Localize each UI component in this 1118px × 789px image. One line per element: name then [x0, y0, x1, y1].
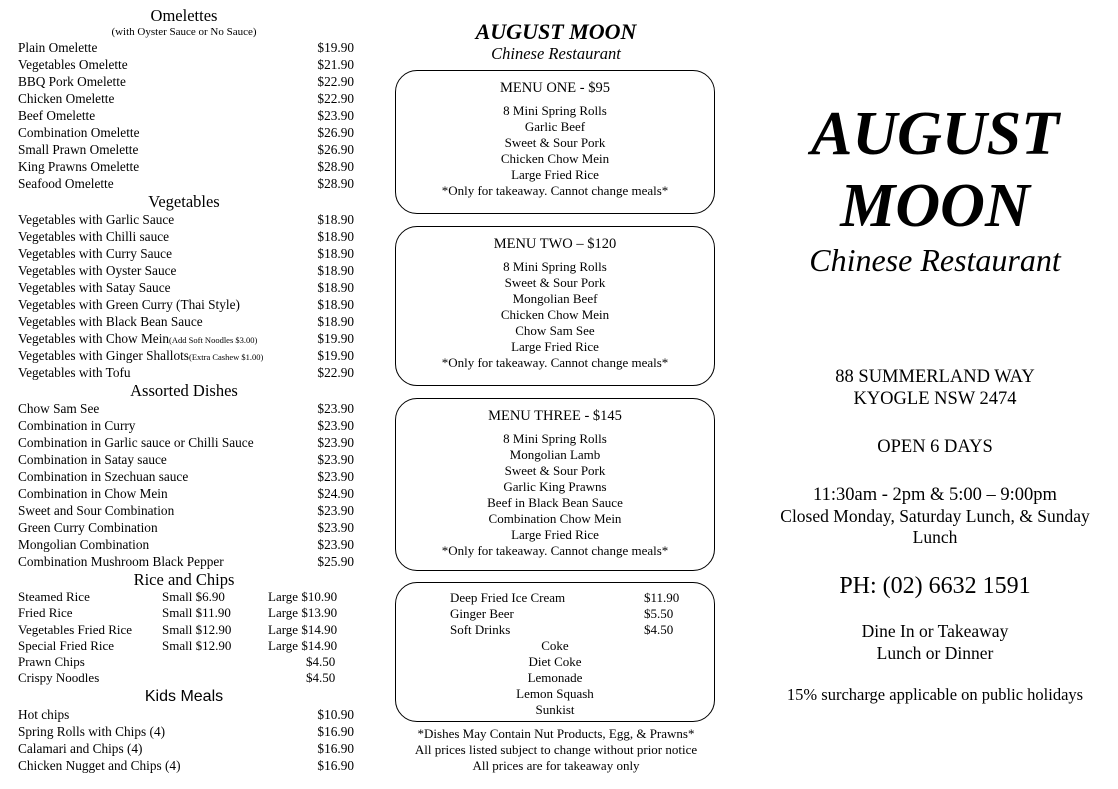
rice-item-row	[14, 654, 354, 670]
item-name	[14, 211, 310, 228]
set-menu-item: *Only for takeaway. Cannot change meals*	[441, 183, 669, 198]
item-price: $23.90	[317, 469, 354, 484]
item-name-text: Vegetables with Satay Sauce	[18, 280, 171, 295]
right-brand-sub: Chinese Restaurant	[809, 242, 1061, 278]
item-name	[14, 330, 310, 347]
rice-large-price: Large $13.90	[268, 605, 338, 621]
kids-list	[14, 706, 354, 774]
rice-large-price: Large $10.90	[268, 589, 338, 604]
item-name	[14, 90, 310, 107]
set-menu-item: 8 Mini Spring Rolls	[503, 431, 607, 446]
menu-item-row	[14, 211, 354, 228]
middle-brand: AUGUST MOON	[475, 19, 637, 44]
menu-item-row	[14, 245, 354, 262]
item-extra-note: (Add Soft Noodles $3.00)	[169, 335, 258, 345]
item-price: $21.90	[317, 57, 354, 72]
menu-item-row	[14, 228, 354, 245]
soft-drink-item: Coke	[541, 638, 569, 653]
item-price: $16.90	[317, 723, 354, 739]
item-name	[14, 175, 310, 192]
menu-item-row	[14, 107, 354, 124]
item-name	[14, 485, 310, 502]
item-name-text: King Prawns Omelette	[18, 159, 140, 174]
item-price: $23.90	[317, 108, 354, 123]
soft-drink-item: Sunkist	[535, 702, 575, 717]
menu-item-row	[14, 141, 354, 158]
item-name-text: Combination in Satay sauce	[18, 452, 167, 467]
item-name-text: Combination Mushroom Black Pepper	[18, 554, 224, 569]
item-name-text: Chow Sam See	[18, 401, 100, 416]
set-menu-title: MENU TWO – $120	[493, 236, 617, 252]
set-menu-item: Beef in Black Bean Sauce	[487, 495, 623, 510]
menu-item-row	[14, 451, 354, 468]
set-menu-item: Large Fried Rice	[511, 167, 599, 182]
set-menu-item: Combination Chow Mein	[488, 511, 622, 526]
item-name-text: Chicken Omelette	[18, 91, 115, 106]
item-name-text: Combination in Curry	[18, 418, 136, 433]
address-line1: 88 SUMMERLAND WAY	[835, 367, 1035, 387]
item-name-text: Vegetables with Oyster Sauce	[18, 263, 177, 278]
set-menu-item: Sweet & Sour Pork	[504, 135, 606, 150]
dine-in-line: Dine In or Takeaway	[861, 621, 1009, 641]
item-name-text: Green Curry Combination	[18, 520, 158, 535]
set-menu-item: 8 Mini Spring Rolls	[503, 103, 607, 118]
menu-item-row	[14, 313, 354, 330]
left-menu-column	[14, 0, 354, 774]
rice-large-price: Large $14.90	[268, 621, 338, 637]
item-name-text: Vegetables with Curry Sauce	[18, 246, 172, 261]
item-name-text: Hot chips	[18, 706, 70, 722]
set-menu-item: Large Fried Rice	[511, 339, 599, 354]
item-price: $26.90	[317, 125, 354, 140]
rice-sized-row	[14, 589, 354, 605]
soft-drink-item: Lemon Squash	[516, 686, 594, 701]
set-menu-title: MENU THREE - $145	[488, 408, 622, 424]
item-price: $19.90	[317, 348, 354, 363]
menu-item-row	[14, 330, 354, 347]
right-brand-line2: MOON	[840, 172, 1030, 240]
item-price: $22.90	[317, 91, 354, 106]
menu-item-row	[14, 175, 354, 192]
phone-number: PH: (02) 6632 1591	[839, 573, 1031, 599]
address-line2: KYOGLE NSW 2474	[853, 389, 1017, 409]
spacer	[162, 670, 268, 686]
drink-price: $4.50	[644, 622, 674, 637]
item-name-text: Vegetables with Tofu	[18, 365, 131, 380]
item-price: $19.90	[317, 40, 354, 55]
lunch-dinner-line: Lunch or Dinner	[876, 643, 994, 663]
menu-item-row	[14, 553, 354, 570]
footer-note: *Dishes May Contain Nut Products, Egg, & Prawns*	[417, 726, 695, 741]
rice-item-price: $4.50	[306, 670, 336, 686]
item-name-text: Seafood Omelette	[18, 176, 114, 191]
rice-item-name: Crispy Noodles	[18, 670, 100, 686]
menu-item-row	[14, 262, 354, 279]
item-name	[14, 434, 310, 451]
menu-item-row	[14, 740, 354, 757]
rice-name: Special Fried Rice	[18, 637, 115, 653]
item-price: $16.90	[317, 757, 354, 773]
rice-small-price: Small $6.90	[162, 589, 225, 604]
drink-row	[396, 622, 714, 638]
rice-name: Fried Rice	[18, 605, 73, 621]
item-name	[14, 279, 310, 296]
rice-small-price: Small $12.90	[162, 637, 232, 653]
item-name-text: Beef Omelette	[18, 108, 96, 123]
kids-title: Kids Meals	[144, 687, 224, 705]
menu-item-row	[14, 90, 354, 107]
item-name	[14, 313, 310, 330]
set-menu-item: Sweet & Sour Pork	[504, 275, 606, 290]
item-name	[14, 141, 310, 158]
rice-list	[14, 654, 354, 687]
menu-item-row	[14, 296, 354, 313]
item-name	[14, 723, 310, 740]
item-name	[14, 56, 310, 73]
set-menu-item: *Only for takeaway. Cannot change meals*	[441, 355, 669, 370]
item-price: $23.90	[317, 418, 354, 433]
item-price: $23.90	[317, 435, 354, 450]
menu-item-row	[14, 468, 354, 485]
item-name-text: Spring Rolls with Chips (4)	[18, 723, 166, 739]
menu-item-row	[14, 502, 354, 519]
omelettes-list	[14, 39, 354, 192]
menu-item-row	[14, 519, 354, 536]
set-menu-item: Chicken Chow Mein	[500, 307, 610, 322]
footer-note: All prices listed subject to change without prior notice	[414, 742, 698, 757]
item-price: $16.90	[317, 740, 354, 756]
menu-item-row	[14, 434, 354, 451]
item-name-text: Plain Omelette	[18, 40, 98, 55]
menu-item-row	[14, 56, 354, 73]
item-price: $18.90	[317, 297, 354, 312]
menu-item-row	[14, 485, 354, 502]
item-name	[14, 740, 310, 757]
item-price: $26.90	[317, 142, 354, 157]
item-price: $24.90	[317, 486, 354, 501]
set-menu-item: Mongolian Lamb	[509, 447, 601, 462]
rice-name: Steamed Rice	[18, 589, 90, 604]
rice-item-name: Prawn Chips	[18, 654, 85, 670]
item-name-text: Vegetables with Green Curry (Thai Style)	[18, 297, 240, 312]
menu-item-row	[14, 536, 354, 553]
opening-hours: 11:30am - 2pm & 5:00 – 9:00pm	[813, 485, 1057, 505]
menu-three-box	[395, 398, 715, 571]
item-name-text: Mongolian Combination	[18, 537, 150, 552]
rice-large-price: Large $14.90	[268, 637, 338, 653]
item-name	[14, 400, 310, 417]
rice-item-price: $4.50	[306, 654, 336, 670]
item-name	[14, 417, 310, 434]
menu-item-row	[14, 347, 354, 364]
menu-item-row	[14, 400, 354, 417]
item-name-text: BBQ Pork Omelette	[18, 74, 126, 89]
item-name	[14, 124, 310, 141]
drink-name: Ginger Beer	[450, 606, 514, 621]
drink-price: $11.90	[644, 590, 680, 605]
set-menu-item: 8 Mini Spring Rolls	[503, 259, 607, 274]
set-menu-title: MENU ONE - $95	[500, 80, 610, 96]
menu-item-row	[14, 706, 354, 723]
item-name	[14, 158, 310, 175]
middle-footer	[392, 726, 720, 774]
item-extra-note: (Extra Cashew $1.00)	[188, 352, 264, 362]
drink-row	[396, 606, 714, 622]
item-name-text: Chicken Nugget and Chips (4)	[18, 757, 181, 773]
item-name	[14, 519, 310, 536]
item-name	[14, 468, 310, 485]
set-menu-item: Garlic King Prawns	[503, 479, 607, 494]
omelettes-title: Omelettes	[150, 6, 218, 25]
item-name	[14, 73, 310, 90]
item-price: $23.90	[317, 452, 354, 467]
right-brand-line1: AUGUST	[810, 100, 1060, 168]
rice-small-price: Small $11.90	[162, 605, 231, 621]
rice-name: Vegetables Fried Rice	[18, 621, 133, 637]
item-price: $22.90	[317, 365, 354, 380]
menu-item-row	[14, 364, 354, 381]
item-price: $23.90	[317, 520, 354, 535]
rice-small-price: Small $12.90	[162, 621, 232, 637]
set-menu-item: Large Fried Rice	[511, 527, 599, 542]
surcharge-note: 15% surcharge applicable on public holidays	[786, 685, 1084, 704]
item-name-text: Calamari and Chips (4)	[18, 740, 143, 756]
spacer	[162, 654, 268, 670]
item-price: $10.90	[317, 706, 354, 722]
item-name	[14, 107, 310, 124]
menu-item-row	[14, 124, 354, 141]
item-name	[14, 39, 310, 56]
item-name-text: Vegetables with Ginger Shallots	[18, 348, 189, 363]
item-name	[14, 228, 310, 245]
right-column	[752, 0, 1118, 706]
item-name-text: Combination in Garlic sauce or Chilli Sauce	[18, 435, 254, 450]
item-name	[14, 757, 310, 774]
set-menu-item: Garlic Beef	[524, 119, 586, 134]
vegetables-list	[14, 211, 354, 381]
item-price: $28.90	[317, 176, 354, 191]
menu-item-row	[14, 757, 354, 774]
item-name	[14, 296, 310, 313]
item-price: $19.90	[317, 331, 354, 346]
menu-item-row	[14, 158, 354, 175]
item-price: $22.90	[317, 74, 354, 89]
item-price: $18.90	[317, 212, 354, 227]
item-name-text: Small Prawn Omelette	[18, 142, 139, 157]
set-menu-item: Chicken Chow Mein	[500, 151, 610, 166]
item-name	[14, 553, 310, 570]
item-price: $18.90	[317, 246, 354, 261]
item-name-text: Vegetables with Chow Mein	[18, 331, 170, 346]
item-name-text: Vegetables Omelette	[18, 57, 128, 72]
open-days: OPEN 6 DAYS	[877, 437, 993, 457]
set-menu-item: Sweet & Sour Pork	[504, 463, 606, 478]
menu-item-row	[14, 39, 354, 56]
drinks-box	[395, 582, 715, 722]
item-name-text: Combination in Szechuan sauce	[18, 469, 189, 484]
item-name	[14, 364, 310, 381]
set-menu-item: *Only for takeaway. Cannot change meals*	[441, 543, 669, 558]
menu-two-box	[395, 226, 715, 386]
item-name-text: Combination in Chow Mein	[18, 486, 168, 501]
item-name	[14, 347, 310, 364]
item-price: $18.90	[317, 263, 354, 278]
drink-name: Soft Drinks	[450, 622, 511, 637]
middle-column	[392, 0, 720, 773]
rice-sized-row	[14, 605, 354, 621]
drink-name: Deep Fried Ice Cream	[450, 590, 566, 605]
assorted-list	[14, 400, 354, 570]
rice-sized-row	[14, 622, 354, 638]
item-name-text: Sweet and Sour Combination	[18, 503, 175, 518]
item-price: $18.90	[317, 229, 354, 244]
item-name-text: Combination Omelette	[18, 125, 140, 140]
assorted-title: Assorted Dishes	[130, 381, 238, 400]
item-price: $18.90	[317, 280, 354, 295]
item-name	[14, 502, 310, 519]
middle-brand-sub: Chinese Restaurant	[491, 44, 621, 63]
drink-row	[396, 590, 714, 606]
rice-sized-list	[14, 589, 354, 654]
menu-item-row	[14, 417, 354, 434]
menu-item-row	[14, 723, 354, 740]
item-name-text: Vegetables with Chilli sauce	[18, 229, 170, 244]
item-price: $23.90	[317, 537, 354, 552]
set-menu-item: Mongolian Beef	[512, 291, 598, 306]
item-name	[14, 262, 310, 279]
item-price: $28.90	[317, 159, 354, 174]
item-name-text: Vegetables with Black Bean Sauce	[18, 314, 203, 329]
item-name	[14, 706, 310, 723]
item-name	[14, 536, 310, 553]
menu-item-row	[14, 73, 354, 90]
item-name	[14, 245, 310, 262]
menu-one-box	[395, 70, 715, 214]
item-price: $23.90	[317, 503, 354, 518]
soft-drink-item: Diet Coke	[528, 654, 582, 669]
omelettes-note: (with Oyster Sauce or No Sauce)	[111, 26, 257, 38]
menu-item-row	[14, 279, 354, 296]
item-price: $23.90	[317, 401, 354, 416]
vegetables-title: Vegetables	[148, 192, 220, 211]
footer-note: All prices are for takeaway only	[472, 758, 640, 773]
soft-drink-item: Lemonade	[527, 670, 583, 685]
closed-times: Closed Monday, Saturday Lunch, & Sunday Lunch	[780, 506, 1090, 547]
item-name	[14, 451, 310, 468]
rice-sized-row	[14, 638, 354, 654]
item-price: $25.90	[317, 554, 354, 569]
set-menu-item: Chow Sam See	[515, 323, 595, 338]
rice-item-row	[14, 670, 354, 686]
drink-price: $5.50	[644, 606, 674, 621]
item-name-text: Vegetables with Garlic Sauce	[18, 212, 175, 227]
item-price: $18.90	[317, 314, 354, 329]
rice-title: Rice and Chips	[133, 570, 235, 589]
